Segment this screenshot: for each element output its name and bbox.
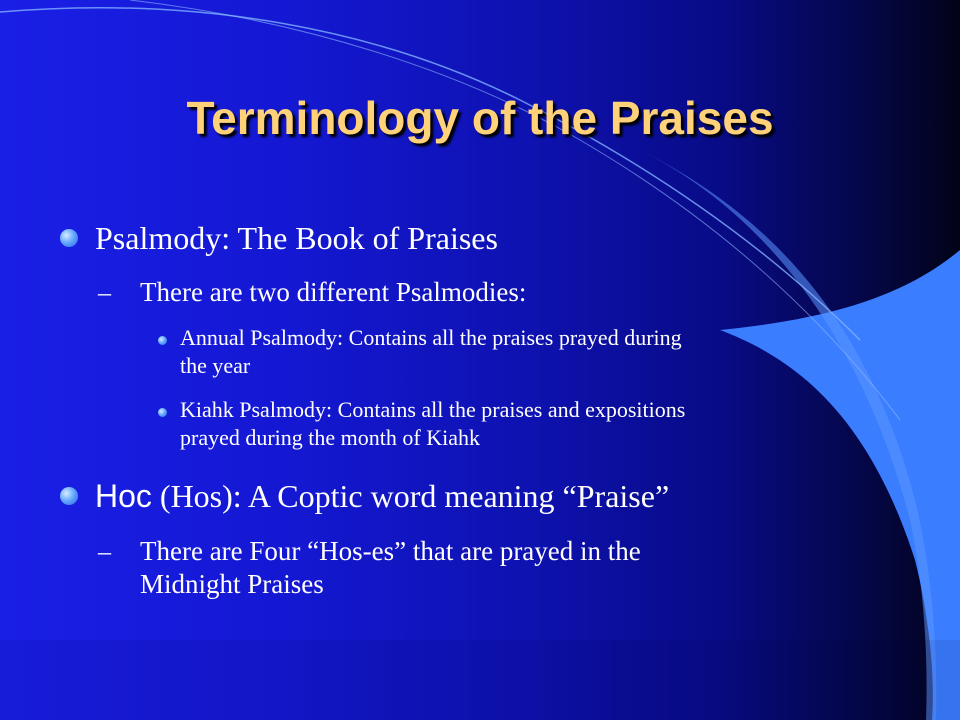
sub-bullet-text: There are two different Psalmodies: (140, 277, 527, 307)
bullet-icon (158, 408, 167, 417)
line-text: There are Four “Hos-es” that are prayed in the (140, 536, 641, 566)
bullet-psalmody (95, 220, 498, 256)
slide-title: Terminology of the Praises (186, 92, 774, 144)
bullet-icon (60, 229, 78, 247)
line-text: Annual Psalmody: Contains all the praises prayed during (180, 325, 682, 350)
sub-bullet-four-hoses (140, 535, 900, 601)
line-text: the year (180, 353, 251, 378)
sub-bullet-two-psalmodies (140, 276, 526, 309)
bullet-icon (158, 336, 167, 345)
line-text: prayed during the month of Kiahk (180, 425, 480, 450)
dash-marker: – (98, 278, 111, 307)
line-text: Midnight Praises (140, 569, 324, 599)
bullet-icon (60, 487, 78, 505)
coptic-word: Hoc (95, 478, 152, 514)
bullet-text: (Hos): A Coptic word meaning “Praise” (151, 478, 670, 514)
bullet-text: Psalmody: The Book of Praises (95, 220, 498, 256)
line-text: Kiahk Psalmody: Contains all the praises and expositions (180, 397, 686, 422)
bullet-hos (95, 478, 669, 514)
dash-marker: – (98, 537, 111, 566)
sub-sub-bullet-kiahk (180, 396, 920, 452)
sub-sub-bullet-annual (180, 324, 920, 380)
